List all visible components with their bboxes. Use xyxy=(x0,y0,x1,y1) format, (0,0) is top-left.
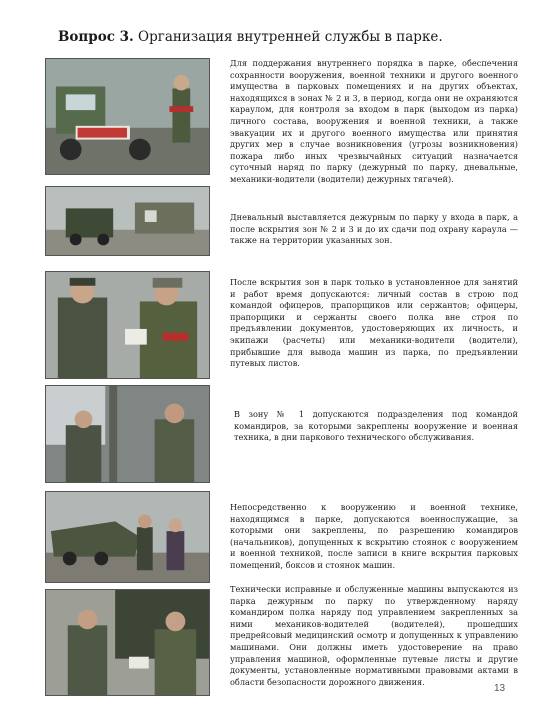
page-title xyxy=(58,29,528,45)
paragraph-zone-one: В зону № 1 допускаются подразделения под командой командиров, за которыми закреплены вооружение и военная техника, в дни паркового технического обслуживания. xyxy=(234,409,518,443)
question-number: Вопрос 3. xyxy=(58,29,134,45)
photo-soldiers-truck xyxy=(45,589,210,696)
paragraph-vehicle-release: Технически исправные и обслуженные машины выпускаются из парка дежурным по парку по утвержденному наряду командиром полка наряду под управлением закрепленных за ними механиков-водителей (водителей), прошедших предрейсовый медицинский осмотр и допущенных к управлению машинами. Они должны иметь удостоверение на право управления машиной, оформленные путевые листы и другие документы, установленные нормативными правовыми актами в области безопасности дорожного движения. xyxy=(230,584,518,687)
paragraph-access-equipment: Непосредственно к вооружению и военной технике, находящимся в парке, допускаются военнослужащие, за которыми они закреплены, по разрешению командиров (начальников), допущенных к вскрытию стоянок с вооружением и военной техникой, после записи в книге вскрытия парковых помещений, боксов и стоянок машин. xyxy=(230,502,518,570)
page-number: 13 xyxy=(494,683,506,694)
photo-armored-vehicle xyxy=(45,491,210,583)
paragraph-orderly: Дневальный выставляется дежурным по парку у входа в парк, а после вскрытия зон № 2 и 3 и до их сдачи под охрану караула — также на территории указанных зон. xyxy=(230,212,518,246)
photo-truck-soldier xyxy=(45,58,210,175)
photo-park-vehicles xyxy=(45,186,210,256)
question-title: Организация внутренней службы в парке. xyxy=(133,29,443,45)
photo-soldiers-documents xyxy=(45,271,210,379)
paragraph-duty-detail: Для поддержания внутреннего порядка в парке, обеспечения сохранности вооружения, военной техники и другого военного имущества в парковых помещениях и на других объектах, находящихся в зонах № 2 и 3, в период, когда они не охраняются караулом, для контроля за входом в парк (выходом из парка) личного состава, вооружения и военной техники, а также эвакуации их и другого военного имущества или принятия других мер в случае возникновения (угрозы возникновения) пожара либо иных чрезвычайных ситуаций назначается суточный наряд по парку (дежурный по парку, дневальные, механики-водители (водители) дежурных тягачей). xyxy=(230,58,518,184)
photo-soldiers-gate xyxy=(45,385,210,483)
paragraph-access-rules: После вскрытия зон в парк только в установленное для занятий и работ время допускаются: личный состав в строю под командой офицеров, прапорщиков или сержантов; офицеры, прапорщики и сержанты своего полка вне строя по предъявлении документов, удостоверяющих их личность, и экипажи (расчеты) или механики-водители (водители), прибывшие для вывода машин из парка, по предъявлении путевых листов. xyxy=(230,277,518,369)
